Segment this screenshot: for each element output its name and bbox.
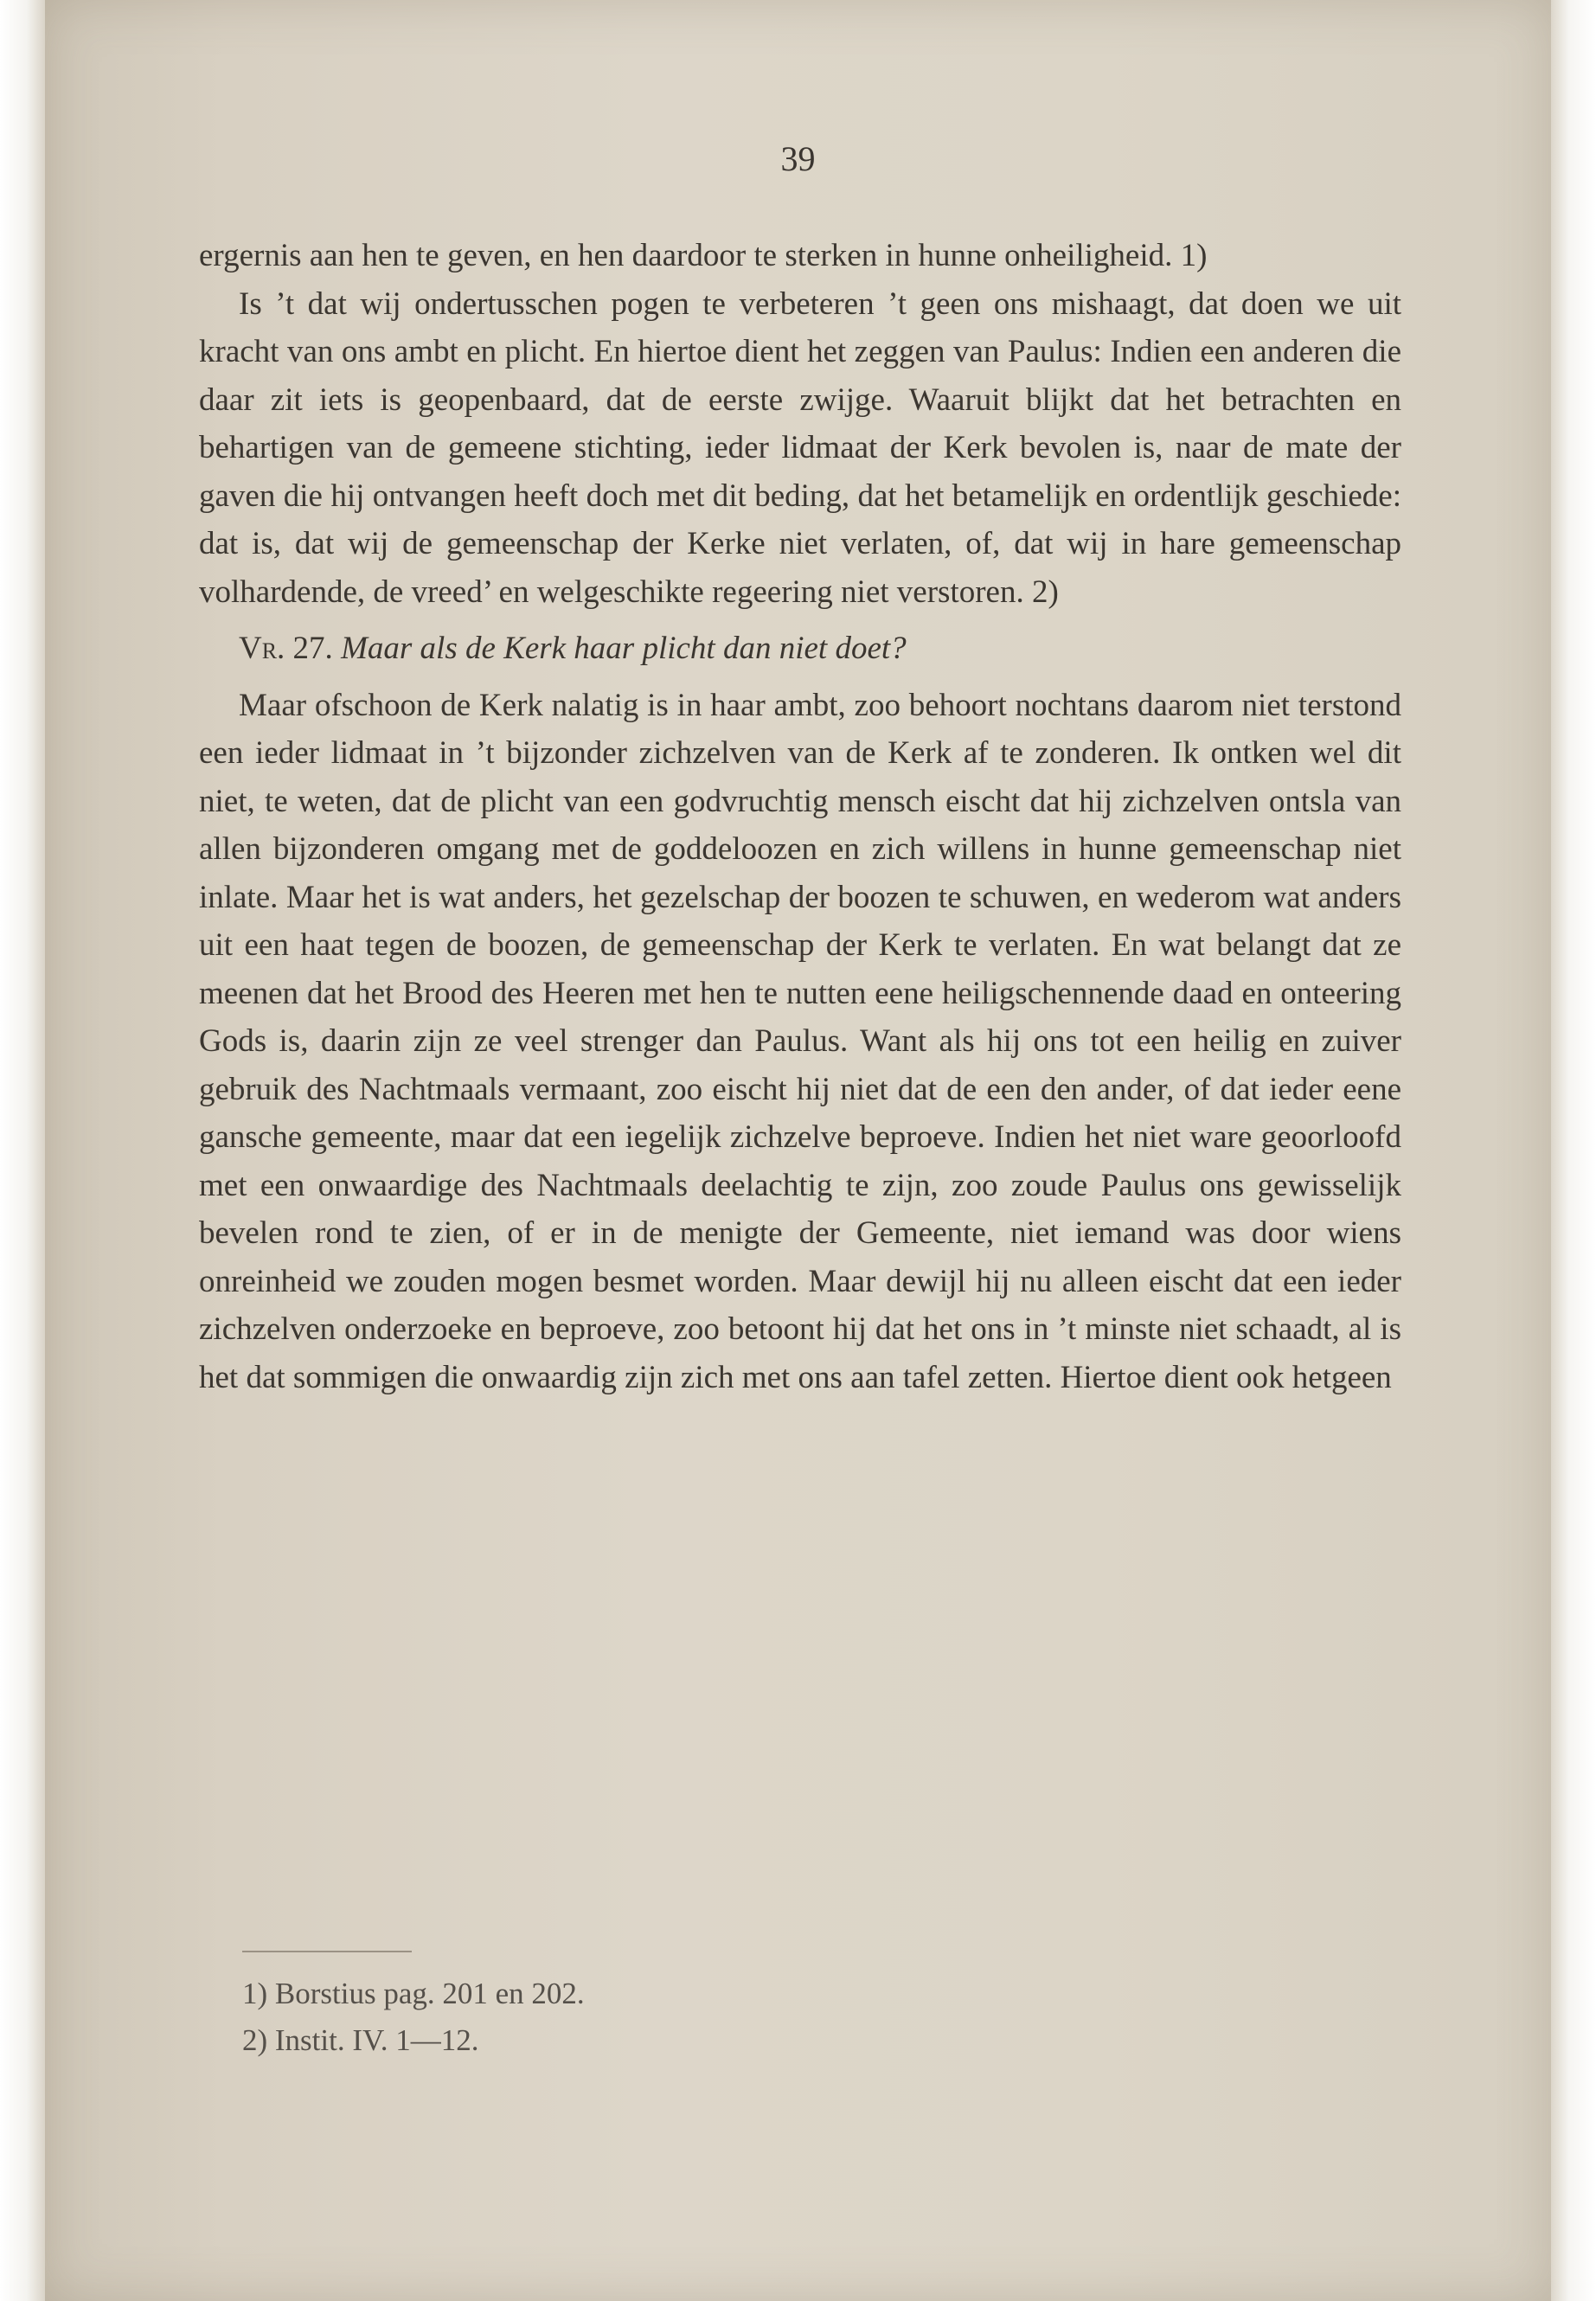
paragraph-1-text: ergernis aan hen te geven, en hen daardoor te sterken in hunne onheiligheid.: [199, 238, 1173, 273]
right-page-edge: [1551, 0, 1596, 2301]
footnotes: [242, 1971, 585, 2064]
paragraph-3: Maar ofschoon de Kerk nalatig is in haar ambt, zoo behoort nochtans daarom niet terstond een ieder lidmaat in ’t bijzonder zichzelven van de Kerk af te zonderen. Ik ontken wel dit niet, te weten, dat de plicht van een godvruchtig mensch eischt dat hij zichzelven ontsla van allen bijzonderen omgang met de goddeloozen en zich willens in hunne gemeenschap niet inlate. Maar het is wat anders, het gezelschap der boozen te schuwen, en wederom wat anders uit een haat tegen de boozen, de gemeenschap der Kerk te verlaten. En wat belangt dat ze meenen dat het Brood des Heeren met hen te nutten eene heiligschennende daad en onteering Gods is, daarin zijn ze veel strenger dan Paulus. Want als hij ons tot een heilig en zuiver gebruik des Nachtmaals vermaant, zoo eischt hij niet dat de een den ander, of dat ieder eene gansche gemeente, maar dat een iegelijk zichzelve beproeve. Indien het niet ware geoorloofd met een onwaardige des Nachtmaals deelachtig te zijn, zoo zoude Paulus ons gewisselijk bevelen rond te zien, of er in de menigte der Gemeente, niet iemand was door wiens onreinheid we zouden mogen besmet worden. Maar dewijl hij nu alleen eischt dat een ieder zichzelven onderzoeke en beproeve, zoo betoont hij dat het ons in ’t minste niet schaadt, al is het dat sommigen die onwaardig zijn zich met ons aan tafel zetten. Hiertoe dient ook hetgeen: [199, 687, 1401, 1395]
body-text: [199, 232, 1401, 1401]
question-label: Vr. 27.: [239, 631, 333, 666]
footnote-reference-1: 1): [1180, 238, 1208, 273]
book-page: [45, 0, 1551, 2301]
question-heading: [199, 625, 1401, 673]
footnote-reference-2: 2): [1031, 574, 1059, 610]
question-text: Maar als de Kerk haar plicht dan niet doet?: [341, 631, 907, 666]
footnote-2: 2) Instit. IV. 1—12.: [242, 2023, 479, 2057]
paragraph-continuation: [199, 232, 1401, 280]
paragraph-2: [199, 280, 1401, 617]
footnote-divider: [242, 1951, 412, 1952]
page-number: 39: [780, 139, 816, 178]
paragraph-2-text: Is ’t dat wij ondertusschen pogen te verbeteren ’t geen ons mishaagt, dat doen we uit kracht van ons ambt en plicht. En hiertoe dient het zeggen van Paulus: Indien een anderen die daar zit iets is geopenbaard, dat de eerste zwijge. Waaruit blijkt dat het betrachten en behartigen van de gemeene stichting, ieder lidmaat der Kerk bevolen is, naar de mate der gaven die hij ontvangen heeft doch met dit beding, dat het betamelijk en ordentlijk geschiede: dat is, dat wij de gemeenschap der Kerke niet verlaten, of, dat wij in hare gemeenschap volhardende, de vreed’ en welgeschikte regeering niet verstoren.: [199, 285, 1401, 610]
footnote-1: 1) Borstius pag. 201 en 202.: [242, 1977, 585, 2010]
left-page-edge: [0, 0, 45, 2301]
